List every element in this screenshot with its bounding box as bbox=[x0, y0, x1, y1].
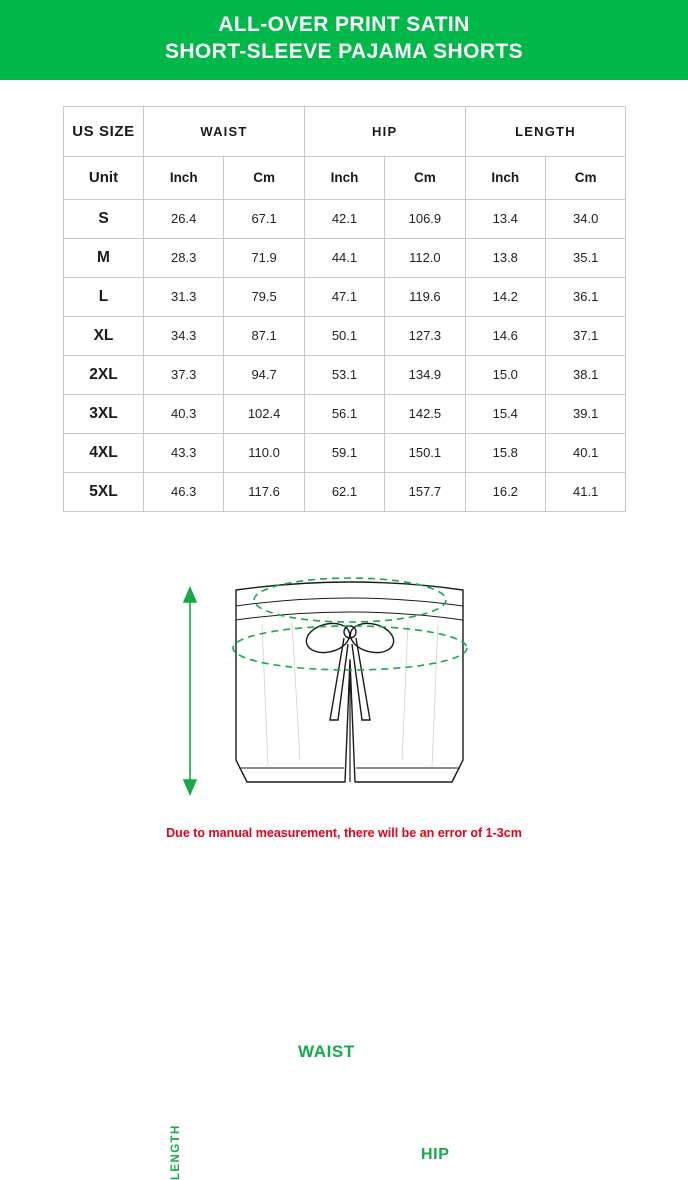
page-header bbox=[0, 0, 688, 80]
cell-length-cm: 39.1 bbox=[545, 394, 625, 433]
table-unit-row bbox=[64, 156, 626, 199]
cell-waist-inch: 34.3 bbox=[144, 316, 224, 355]
table-header-row-groups bbox=[64, 106, 626, 156]
cell-hip-cm: 112.0 bbox=[385, 238, 465, 277]
table-row bbox=[64, 433, 626, 472]
cell-hip-cm: 106.9 bbox=[385, 199, 465, 238]
table-row bbox=[64, 394, 626, 433]
row-size-label: 3XL bbox=[64, 394, 144, 433]
cell-hip-inch: 56.1 bbox=[304, 394, 384, 433]
cell-hip-cm: 142.5 bbox=[385, 394, 465, 433]
cell-hip-cm: 150.1 bbox=[385, 433, 465, 472]
cell-length-inch: 14.6 bbox=[465, 316, 545, 355]
table-row bbox=[64, 355, 626, 394]
cell-waist-inch: 43.3 bbox=[144, 433, 224, 472]
measurement-note: Due to manual measurement, there will be an error of 1-3cm bbox=[166, 826, 522, 840]
cell-hip-inch: 47.1 bbox=[304, 277, 384, 316]
cell-waist-cm: 102.4 bbox=[224, 394, 304, 433]
cell-length-inch: 15.8 bbox=[465, 433, 545, 472]
cell-hip-inch: 42.1 bbox=[304, 199, 384, 238]
cell-hip-cm: 157.7 bbox=[385, 472, 465, 511]
cell-waist-cm: 117.6 bbox=[224, 472, 304, 511]
cell-hip-inch: 62.1 bbox=[304, 472, 384, 511]
unit-label: Unit bbox=[64, 156, 144, 199]
hip-label: HIP bbox=[421, 1145, 450, 1163]
header-group-waist: WAIST bbox=[144, 106, 305, 156]
cell-hip-inch: 50.1 bbox=[304, 316, 384, 355]
table-row bbox=[64, 277, 626, 316]
cell-hip-inch: 53.1 bbox=[304, 355, 384, 394]
cell-hip-cm: 134.9 bbox=[385, 355, 465, 394]
size-table-container bbox=[63, 106, 625, 512]
row-size-label: 2XL bbox=[64, 355, 144, 394]
cell-length-cm: 37.1 bbox=[545, 316, 625, 355]
cell-waist-cm: 110.0 bbox=[224, 433, 304, 472]
cell-waist-cm: 94.7 bbox=[224, 355, 304, 394]
cell-waist-inch: 26.4 bbox=[144, 199, 224, 238]
row-size-label: L bbox=[64, 277, 144, 316]
cell-length-inch: 13.4 bbox=[465, 199, 545, 238]
cell-hip-inch: 44.1 bbox=[304, 238, 384, 277]
cell-length-inch: 15.0 bbox=[465, 355, 545, 394]
row-size-label: 5XL bbox=[64, 472, 144, 511]
cell-hip-cm: 127.3 bbox=[385, 316, 465, 355]
header-title-line2: SHORT-SLEEVE PAJAMA SHORTS bbox=[164, 39, 524, 63]
table-row bbox=[64, 472, 626, 511]
shorts-illustration bbox=[0, 520, 688, 820]
cell-waist-inch: 40.3 bbox=[144, 394, 224, 433]
table-row bbox=[64, 316, 626, 355]
row-size-label: XL bbox=[64, 316, 144, 355]
cell-hip-cm: 119.6 bbox=[385, 277, 465, 316]
cell-waist-inch: 37.3 bbox=[144, 355, 224, 394]
cell-length-inch: 13.8 bbox=[465, 238, 545, 277]
header-group-hip: HIP bbox=[304, 106, 465, 156]
row-size-label: 4XL bbox=[64, 433, 144, 472]
table-row bbox=[64, 199, 626, 238]
cell-length-inch: 14.2 bbox=[465, 277, 545, 316]
header-group-length: LENGTH bbox=[465, 106, 626, 156]
waist-label: WAIST bbox=[298, 1041, 355, 1061]
cell-hip-inch: 59.1 bbox=[304, 433, 384, 472]
size-table bbox=[63, 106, 626, 512]
table-row bbox=[64, 238, 626, 277]
cell-length-inch: 16.2 bbox=[465, 472, 545, 511]
row-size-label: S bbox=[64, 199, 144, 238]
row-size-label: M bbox=[64, 238, 144, 277]
length-measure-arrow bbox=[184, 588, 196, 794]
cell-waist-inch: 46.3 bbox=[144, 472, 224, 511]
header-title-line1: ALL-OVER PRINT SATIN bbox=[218, 13, 470, 36]
cell-length-cm: 36.1 bbox=[545, 277, 625, 316]
cell-length-cm: 34.0 bbox=[545, 199, 625, 238]
cell-waist-cm: 67.1 bbox=[224, 199, 304, 238]
unit-hip-cm: Cm bbox=[385, 156, 465, 199]
cell-length-cm: 40.1 bbox=[545, 433, 625, 472]
cell-waist-inch: 28.3 bbox=[144, 238, 224, 277]
cell-waist-cm: 79.5 bbox=[224, 277, 304, 316]
header-us-size: US SIZE bbox=[64, 106, 144, 156]
cell-length-cm: 38.1 bbox=[545, 355, 625, 394]
unit-length-cm: Cm bbox=[545, 156, 625, 199]
cell-waist-cm: 71.9 bbox=[224, 238, 304, 277]
cell-waist-inch: 31.3 bbox=[144, 277, 224, 316]
unit-waist-inch: Inch bbox=[144, 156, 224, 199]
unit-length-inch: Inch bbox=[465, 156, 545, 199]
unit-waist-cm: Cm bbox=[224, 156, 304, 199]
cell-length-cm: 41.1 bbox=[545, 472, 625, 511]
cell-length-inch: 15.4 bbox=[465, 394, 545, 433]
length-label: LENGTH bbox=[170, 1124, 182, 1180]
unit-hip-inch: Inch bbox=[304, 156, 384, 199]
cell-waist-cm: 87.1 bbox=[224, 316, 304, 355]
cell-length-cm: 35.1 bbox=[545, 238, 625, 277]
